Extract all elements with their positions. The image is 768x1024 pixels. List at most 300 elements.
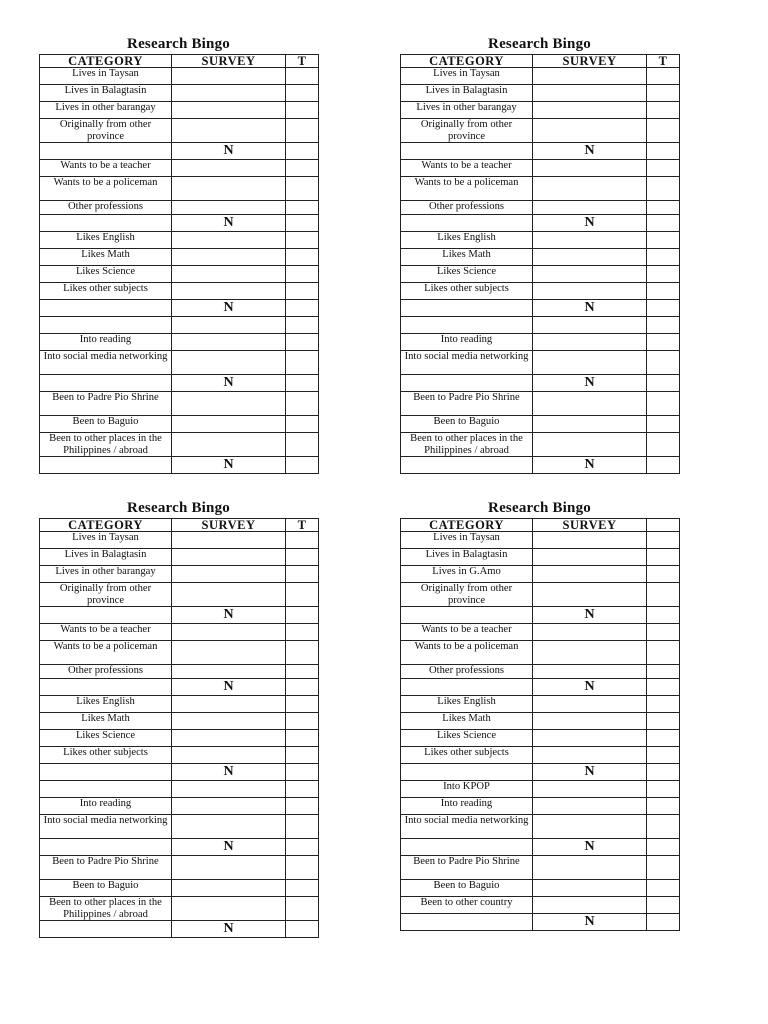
category-cell	[40, 317, 172, 334]
tally-cell	[647, 713, 680, 730]
category-cell	[40, 607, 172, 624]
category-cell	[40, 781, 172, 798]
category-cell: Likes English	[40, 232, 172, 249]
tally-cell	[647, 249, 680, 266]
tally-cell	[286, 334, 319, 351]
survey-cell	[533, 392, 647, 416]
category-cell	[401, 607, 533, 624]
header-row	[401, 55, 680, 68]
tally-cell	[647, 549, 680, 566]
mark-row	[401, 457, 680, 474]
category-cell: Been to other places in the Philippines / abroad	[40, 897, 172, 921]
category-cell: Other professions	[401, 201, 533, 215]
category-cell: Into reading	[40, 798, 172, 815]
tally-cell	[647, 201, 680, 215]
table-row	[401, 283, 680, 300]
survey-cell	[533, 798, 647, 815]
tally-cell	[647, 696, 680, 713]
category-cell: Likes English	[401, 696, 533, 713]
table-row	[401, 856, 680, 880]
survey-cell	[172, 232, 286, 249]
tally-cell	[286, 119, 319, 143]
card-title: Research Bingo	[127, 500, 230, 516]
tally-cell	[286, 160, 319, 177]
tally-cell	[647, 266, 680, 283]
tally-cell	[286, 747, 319, 764]
survey-mark-cell: N	[172, 679, 286, 696]
tally-cell	[286, 68, 319, 85]
survey-cell	[172, 68, 286, 85]
survey-mark-cell: N	[533, 679, 647, 696]
tally-cell	[286, 102, 319, 119]
category-cell	[401, 300, 533, 317]
table-row	[401, 266, 680, 283]
bingo-card	[39, 499, 318, 938]
survey-cell	[172, 266, 286, 283]
survey-cell	[533, 102, 647, 119]
table-row	[401, 798, 680, 815]
survey-mark-cell: N	[172, 921, 286, 938]
tally-cell	[286, 641, 319, 665]
bingo-table	[39, 518, 319, 938]
tally-cell	[286, 351, 319, 375]
table-row	[40, 641, 319, 665]
table-row	[40, 119, 319, 143]
tally-cell	[647, 679, 680, 696]
table-row	[40, 392, 319, 416]
table-row	[40, 283, 319, 300]
survey-cell	[533, 713, 647, 730]
category-cell: Into KPOP	[401, 781, 533, 798]
table-row	[401, 102, 680, 119]
category-cell: Been to other places in the Philippines / abroad	[40, 433, 172, 457]
tally-cell	[647, 317, 680, 334]
category-cell: Likes Math	[40, 249, 172, 266]
table-row	[40, 317, 319, 334]
survey-cell	[533, 665, 647, 679]
table-row	[401, 781, 680, 798]
category-cell	[401, 215, 533, 232]
tally-cell	[647, 119, 680, 143]
mark-row	[401, 607, 680, 624]
mark-row	[40, 921, 319, 938]
tally-cell	[286, 607, 319, 624]
survey-cell	[172, 549, 286, 566]
table-row	[40, 880, 319, 897]
survey-cell	[533, 856, 647, 880]
survey-cell	[172, 177, 286, 201]
category-cell: Likes other subjects	[401, 283, 533, 300]
category-cell	[40, 839, 172, 856]
tally-cell	[286, 375, 319, 392]
category-cell: Originally from other province	[40, 583, 172, 607]
tally-cell	[286, 433, 319, 457]
mark-row	[401, 914, 680, 931]
category-cell: Likes Science	[401, 730, 533, 747]
column-header-t	[647, 519, 680, 532]
survey-cell	[172, 815, 286, 839]
category-cell	[40, 921, 172, 938]
tally-cell	[286, 549, 319, 566]
category-cell: Been to other places in the Philippines / abroad	[401, 433, 533, 457]
tally-cell	[647, 177, 680, 201]
tally-cell	[647, 433, 680, 457]
survey-cell	[172, 85, 286, 102]
tally-cell	[647, 416, 680, 433]
category-cell: Likes Math	[401, 249, 533, 266]
mark-row	[40, 457, 319, 474]
survey-mark-cell: N	[533, 914, 647, 931]
tally-cell	[647, 839, 680, 856]
tally-cell	[286, 921, 319, 938]
table-row	[40, 696, 319, 713]
column-header-t: T	[286, 519, 319, 532]
survey-cell	[172, 856, 286, 880]
survey-cell	[533, 880, 647, 897]
table-row	[401, 641, 680, 665]
tally-cell	[286, 532, 319, 549]
survey-cell	[533, 317, 647, 334]
category-cell: Originally from other province	[40, 119, 172, 143]
mark-row	[40, 375, 319, 392]
category-cell: Originally from other province	[401, 119, 533, 143]
survey-mark-cell: N	[533, 764, 647, 781]
tally-cell	[647, 798, 680, 815]
survey-cell	[533, 249, 647, 266]
category-cell: Wants to be a policeman	[401, 641, 533, 665]
tally-cell	[286, 143, 319, 160]
survey-cell	[533, 266, 647, 283]
tally-cell	[286, 696, 319, 713]
table-row	[401, 392, 680, 416]
table-row	[401, 433, 680, 457]
tally-cell	[647, 897, 680, 914]
category-cell: Lives in Balagtasin	[401, 85, 533, 102]
table-row	[40, 583, 319, 607]
category-cell: Lives in other barangay	[401, 102, 533, 119]
category-cell: Been to other country	[401, 897, 533, 914]
table-row	[40, 160, 319, 177]
table-row	[40, 624, 319, 641]
category-cell	[401, 679, 533, 696]
tally-cell	[647, 730, 680, 747]
mark-row	[40, 679, 319, 696]
table-row	[40, 85, 319, 102]
category-cell	[401, 143, 533, 160]
table-row	[40, 781, 319, 798]
category-cell: Wants to be a teacher	[40, 624, 172, 641]
survey-cell	[533, 781, 647, 798]
table-row	[40, 416, 319, 433]
table-row	[401, 532, 680, 549]
bingo-table	[39, 54, 319, 474]
survey-cell	[172, 416, 286, 433]
tally-cell	[286, 730, 319, 747]
tally-cell	[286, 764, 319, 781]
category-cell: Lives in Taysan	[40, 68, 172, 85]
category-cell: Been to Baguio	[40, 416, 172, 433]
tally-cell	[647, 232, 680, 249]
tally-cell	[647, 665, 680, 679]
category-cell: Originally from other province	[401, 583, 533, 607]
header-row	[401, 519, 680, 532]
category-cell: Been to Padre Pio Shrine	[401, 392, 533, 416]
survey-cell	[533, 696, 647, 713]
survey-cell	[172, 317, 286, 334]
tally-cell	[647, 781, 680, 798]
category-cell	[40, 375, 172, 392]
category-cell: Wants to be a policeman	[40, 641, 172, 665]
column-header-category: CATEGORY	[40, 519, 172, 532]
survey-mark-cell: N	[172, 764, 286, 781]
tally-cell	[286, 839, 319, 856]
survey-cell	[172, 392, 286, 416]
table-row	[401, 351, 680, 375]
tally-cell	[647, 532, 680, 549]
tally-cell	[647, 624, 680, 641]
survey-cell	[172, 566, 286, 583]
mark-row	[40, 143, 319, 160]
table-row	[401, 68, 680, 85]
tally-cell	[647, 102, 680, 119]
column-header-category: CATEGORY	[40, 55, 172, 68]
survey-mark-cell: N	[172, 215, 286, 232]
survey-mark-cell: N	[533, 607, 647, 624]
survey-cell	[172, 583, 286, 607]
survey-cell	[172, 730, 286, 747]
tally-cell	[647, 607, 680, 624]
table-row	[401, 85, 680, 102]
category-cell: Into reading	[401, 334, 533, 351]
tally-cell	[647, 392, 680, 416]
tally-cell	[647, 566, 680, 583]
category-cell: Wants to be a policeman	[40, 177, 172, 201]
table-row	[40, 334, 319, 351]
card-title: Research Bingo	[488, 36, 591, 52]
tally-cell	[647, 283, 680, 300]
survey-cell	[533, 177, 647, 201]
tally-cell	[647, 351, 680, 375]
tally-cell	[286, 815, 319, 839]
category-cell: Into social media networking	[40, 351, 172, 375]
table-row	[40, 665, 319, 679]
table-row	[40, 249, 319, 266]
tally-cell	[647, 68, 680, 85]
column-header-survey: SURVEY	[172, 55, 286, 68]
header-row	[40, 55, 319, 68]
tally-cell	[647, 215, 680, 232]
tally-cell	[647, 457, 680, 474]
column-header-survey: SURVEY	[172, 519, 286, 532]
table-row	[401, 201, 680, 215]
table-row	[401, 416, 680, 433]
survey-cell	[533, 283, 647, 300]
table-row	[40, 266, 319, 283]
survey-cell	[172, 665, 286, 679]
category-cell	[401, 317, 533, 334]
card-title: Research Bingo	[127, 36, 230, 52]
category-cell: Been to Baguio	[401, 416, 533, 433]
survey-cell	[533, 641, 647, 665]
tally-cell	[647, 914, 680, 931]
tally-cell	[647, 334, 680, 351]
category-cell	[40, 764, 172, 781]
survey-cell	[533, 747, 647, 764]
table-row	[40, 177, 319, 201]
category-cell: Other professions	[40, 665, 172, 679]
tally-cell	[286, 392, 319, 416]
mark-row	[40, 607, 319, 624]
bingo-card	[39, 35, 318, 474]
category-cell: Likes other subjects	[40, 283, 172, 300]
survey-mark-cell: N	[172, 300, 286, 317]
survey-cell	[172, 798, 286, 815]
survey-mark-cell: N	[533, 143, 647, 160]
category-cell: Lives in Taysan	[40, 532, 172, 549]
category-cell: Likes Science	[401, 266, 533, 283]
survey-cell	[172, 102, 286, 119]
category-cell: Lives in Taysan	[401, 532, 533, 549]
table-row	[401, 119, 680, 143]
mark-row	[40, 839, 319, 856]
table-row	[40, 730, 319, 747]
survey-cell	[533, 549, 647, 566]
table-row	[401, 747, 680, 764]
category-cell: Lives in other barangay	[40, 566, 172, 583]
table-row	[40, 102, 319, 119]
survey-mark-cell: N	[172, 839, 286, 856]
category-cell	[40, 679, 172, 696]
tally-cell	[286, 201, 319, 215]
table-row	[401, 232, 680, 249]
mark-row	[40, 300, 319, 317]
survey-mark-cell: N	[533, 215, 647, 232]
category-cell: Been to Padre Pio Shrine	[40, 856, 172, 880]
tally-cell	[286, 713, 319, 730]
tally-cell	[286, 880, 319, 897]
category-cell: Been to Padre Pio Shrine	[40, 392, 172, 416]
card-title: Research Bingo	[488, 500, 591, 516]
tally-cell	[286, 624, 319, 641]
survey-cell	[533, 624, 647, 641]
tally-cell	[286, 300, 319, 317]
survey-cell	[172, 880, 286, 897]
survey-cell	[533, 232, 647, 249]
tally-cell	[647, 641, 680, 665]
tally-cell	[286, 856, 319, 880]
category-cell	[401, 457, 533, 474]
survey-cell	[533, 433, 647, 457]
table-row	[401, 730, 680, 747]
category-cell: Lives in Taysan	[401, 68, 533, 85]
table-row	[401, 317, 680, 334]
table-row	[401, 696, 680, 713]
category-cell: Lives in Balagtasin	[40, 549, 172, 566]
survey-cell	[172, 696, 286, 713]
survey-cell	[172, 283, 286, 300]
mark-row	[401, 679, 680, 696]
tally-cell	[286, 798, 319, 815]
survey-cell	[533, 119, 647, 143]
tally-cell	[286, 177, 319, 201]
survey-mark-cell: N	[172, 457, 286, 474]
table-row	[401, 713, 680, 730]
category-cell: Likes Science	[40, 266, 172, 283]
category-cell: Other professions	[40, 201, 172, 215]
table-row	[401, 815, 680, 839]
tally-cell	[286, 457, 319, 474]
survey-cell	[172, 781, 286, 798]
tally-cell	[647, 880, 680, 897]
table-row	[40, 897, 319, 921]
bingo-table	[400, 54, 680, 474]
table-row	[40, 549, 319, 566]
tally-cell	[286, 283, 319, 300]
mark-row	[401, 375, 680, 392]
category-cell: Lives in Balagtasin	[40, 85, 172, 102]
tally-cell	[286, 679, 319, 696]
survey-cell	[172, 433, 286, 457]
table-row	[40, 815, 319, 839]
survey-cell	[172, 119, 286, 143]
table-row	[401, 624, 680, 641]
tally-cell	[286, 85, 319, 102]
mark-row	[401, 215, 680, 232]
survey-cell	[172, 334, 286, 351]
column-header-t: T	[286, 55, 319, 68]
category-cell	[401, 375, 533, 392]
tally-cell	[647, 583, 680, 607]
mark-row	[40, 215, 319, 232]
tally-cell	[286, 583, 319, 607]
survey-cell	[172, 713, 286, 730]
tally-cell	[647, 85, 680, 102]
tally-cell	[647, 143, 680, 160]
tally-cell	[647, 815, 680, 839]
mark-row	[401, 143, 680, 160]
category-cell: Into social media networking	[40, 815, 172, 839]
survey-cell	[533, 351, 647, 375]
tally-cell	[286, 215, 319, 232]
tally-cell	[286, 317, 319, 334]
table-row	[401, 334, 680, 351]
table-row	[401, 249, 680, 266]
category-cell: Lives in Balagtasin	[401, 549, 533, 566]
tally-cell	[647, 764, 680, 781]
table-row	[40, 856, 319, 880]
table-row	[40, 747, 319, 764]
table-row	[40, 798, 319, 815]
category-cell: Likes Math	[40, 713, 172, 730]
tally-cell	[286, 266, 319, 283]
category-cell: Likes other subjects	[401, 747, 533, 764]
bingo-card	[400, 35, 679, 474]
tally-cell	[286, 897, 319, 921]
category-cell: Wants to be a teacher	[40, 160, 172, 177]
survey-cell	[172, 351, 286, 375]
survey-mark-cell: N	[533, 300, 647, 317]
survey-cell	[172, 160, 286, 177]
table-row	[401, 880, 680, 897]
tally-cell	[286, 665, 319, 679]
table-row	[40, 532, 319, 549]
survey-cell	[533, 815, 647, 839]
category-cell: Other professions	[401, 665, 533, 679]
table-row	[401, 160, 680, 177]
survey-cell	[533, 730, 647, 747]
tally-cell	[286, 416, 319, 433]
category-cell: Wants to be a teacher	[401, 624, 533, 641]
